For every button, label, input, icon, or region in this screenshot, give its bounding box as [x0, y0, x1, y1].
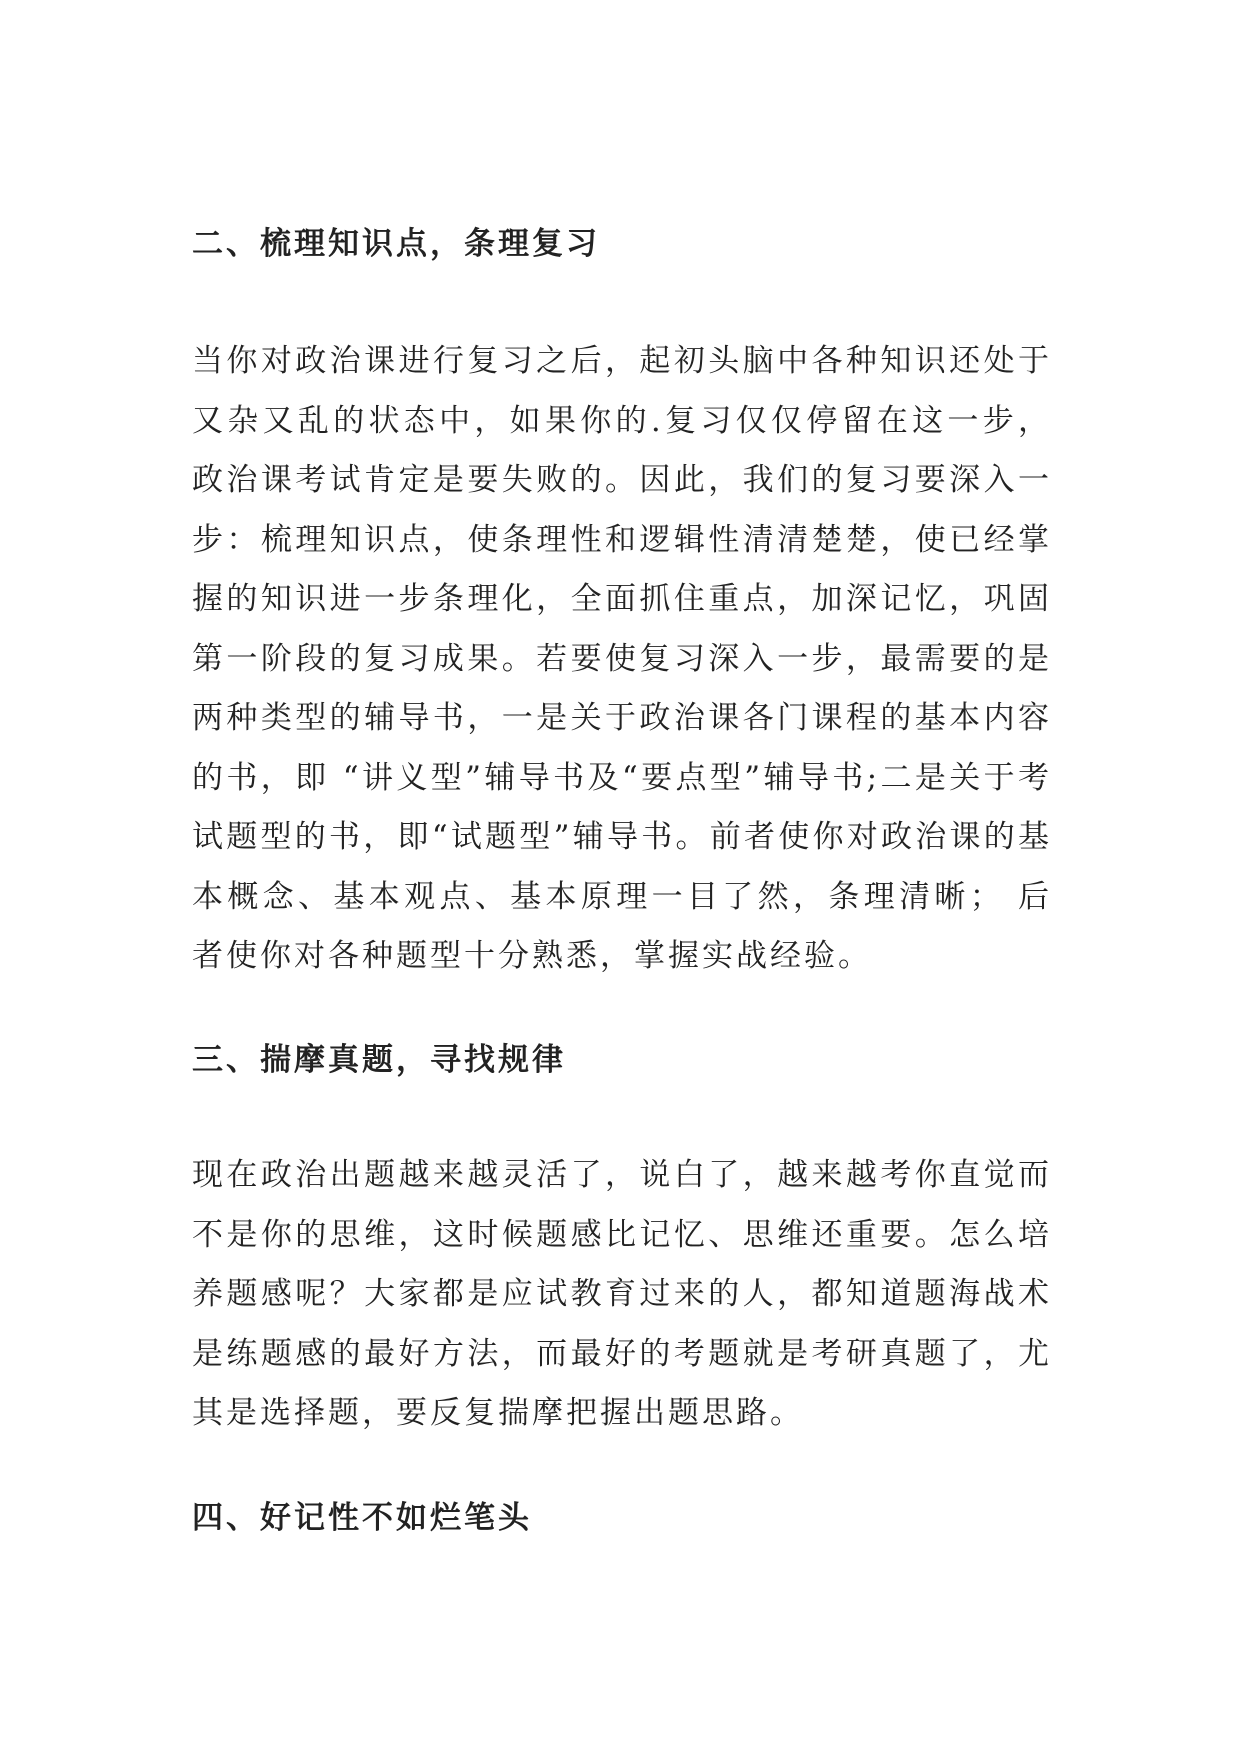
section-heading: 四、好记性不如烂笔头	[192, 1500, 532, 1536]
section-heading: 三、揣摩真题，寻找规律	[192, 1042, 566, 1078]
section-heading: 二、梳理知识点，条理复习	[192, 226, 600, 262]
section-paragraph: 现在政治出题越来越灵活了，说白了，越来越考你直觉而不是你的思维，这时候题感比记忆、思维还重要。怎么培养题感呢？大家都是应试教育过来的人，都知道题海战术是练题感的最好方法，而最好的考题就是考研真题了，尤其是选择题，要反复揣摩把握出题思路。	[192, 1157, 1052, 1431]
section-paragraph: 当你对政治课进行复习之后，起初头脑中各种知识还处于又杂又乱的状态中，如果你的.复习仅仅停留在这一步，政治课考试肯定是要失败的。因此，我们的复习要深入一步：梳理知识点，使条理性和逻辑性清清楚楚，使已经掌握的知识进一步条理化，全面抓住重点，加深记忆，巩固第一阶段的复习成果。若要使复习深入一步，最需要的是两种类型的辅导书，一是关于政治课各门课程的基本内容的书，即 “讲义型”辅导书及“要点型”辅导书;二是关于考试题型的书，即“试题型”辅导书。前者使你对政治课的基本概念、基本观点、基本原理一目了然，条理清晰； 后者使你对各种题型十分熟悉，掌握实战经验。	[192, 343, 1052, 974]
